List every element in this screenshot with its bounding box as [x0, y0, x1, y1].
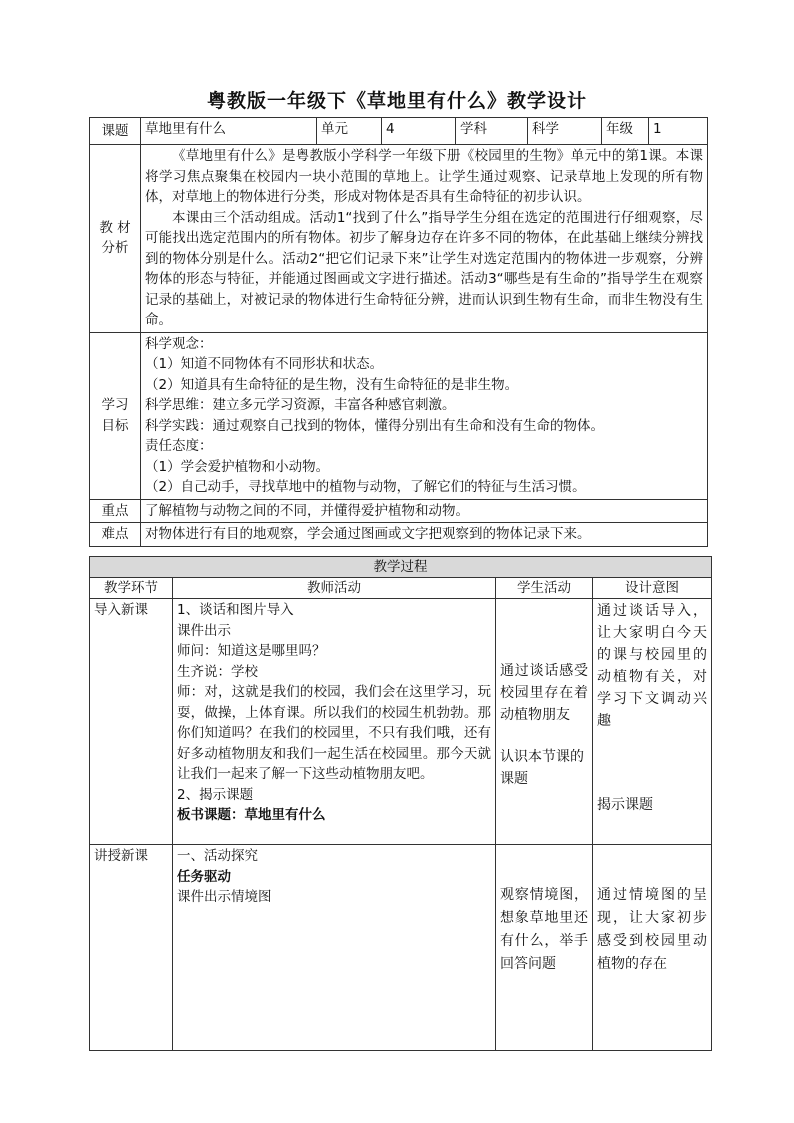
student-text: 通过谈话感受校园里存在着动植物朋友 [500, 663, 588, 723]
teacher-line: 师：对，这就是我们的校园，我们会在这里学习，玩耍，做操，上体育课。所以我们的校园生机勃勃。那你们知道吗？在我们的校园里，不只有我们哦，还有好多动植物朋友和我们一起生活在校园里。那今天就让我们一起来了解一下这些动植物朋友吧。 [177, 684, 491, 782]
intent-text: 通过谈话导入，让大家明白今天的课与校园里的动植物有关，对学习下文调动兴趣 [597, 603, 707, 729]
analysis-label: 教 材 分析 [90, 145, 141, 333]
teacher-cell [173, 599, 496, 845]
document-title: 粤教版一年级下《草地里有什么》教学设计 [206, 90, 587, 112]
difficulty-row [90, 523, 708, 547]
goal-line: 科学观念： [145, 335, 213, 352]
difficulty-text: 对物体进行有目的地观察，学会通过图画或文字把观察到的物体记录下来。 [141, 523, 708, 547]
topic-label: 课题 [90, 118, 141, 145]
teacher-line: 课件出示 [177, 622, 231, 639]
info-table [89, 117, 708, 547]
difficulty-label: 难点 [90, 523, 141, 547]
analysis-row [90, 145, 708, 333]
analysis-content [141, 145, 708, 333]
goal-line: 科学思维：建立多元学习资源，丰富各种感官刺激。 [145, 397, 456, 413]
goal-line: 责任态度： [145, 438, 213, 454]
intent-cell [593, 599, 712, 845]
grade-label: 年级 [602, 118, 649, 145]
key-point-row [90, 499, 708, 523]
subject-label: 学科 [456, 118, 528, 145]
header-stage: 教学环节 [90, 578, 173, 599]
process-title-row [90, 557, 712, 578]
grade-value: 1 [649, 118, 708, 145]
process-header-row [90, 578, 712, 599]
goals-label: 学习 目标 [90, 332, 141, 499]
goals-row [90, 332, 708, 499]
process-table [89, 556, 712, 1051]
teacher-line: 师问：知道这是哪里吗？ [177, 643, 326, 659]
intent-text: 揭示课题 [597, 797, 653, 813]
goal-line: （2）自己动手，寻找草地中的植物与动物，了解它们的特征与生活习惯。 [145, 479, 586, 495]
goals-content [141, 332, 708, 499]
teacher-cell [173, 845, 496, 1051]
goal-line: 科学实践：通过观察自己找到的物体，懂得分别出有生命和没有生命的物体。 [145, 417, 604, 434]
info-row [90, 118, 708, 145]
analysis-paragraph-1: 《草地里有什么》是粤教版小学科学一年级下册《校园里的生物》单元中的第1课。本课将学习焦点聚集在校园内一块小范围的草地上。让学生通过观察、记录草地上发现的所有物体，对草地上的物体进行分类，形成对物体是否具有生命特征的初步认识。 [145, 148, 703, 205]
unit-label: 单元 [317, 118, 382, 145]
intent-cell [593, 845, 712, 1051]
teacher-line: 1、谈话和图片导入 [177, 602, 294, 618]
topic-value: 草地里有什么 [141, 118, 317, 145]
goal-line: （2）知道具有生命特征的是生物，没有生命特征的是非生物。 [145, 376, 519, 393]
teacher-line: 板书课题：草地里有什么 [177, 807, 326, 823]
goal-line: （1）学会爱护植物和小动物。 [145, 458, 330, 475]
intent-text: 通过情境图的呈现，让大家初步感受到校园里动植物的存在 [597, 887, 707, 972]
student-text: 观察情境图，想象草地里还有什么，举手回答问题 [500, 887, 588, 972]
process-row-new [90, 845, 712, 1051]
student-text: 认识本节课的课题 [500, 749, 584, 787]
goal-line: （1）知道不同物体有不同形状和状态。 [145, 356, 384, 372]
stage-cell: 讲授新课 [90, 845, 173, 1051]
key-point-label: 重点 [90, 499, 141, 523]
process-row-intro [90, 599, 712, 845]
analysis-paragraph-2: 本课由三个活动组成。活动1“找到了什么”指导学生分组在选定的范围进行仔细观察，尽可能找出选定范围内的所有物体。初步了解身边存在许多不同的物体，在此基础上继续分辨找到的物体分别是什么。活动2“把它们记录下来”让学生对选定范围内的物体进一步观察，分辨物体的形态与特征，并能通过图画或文字进行描述。活动3“哪些是有生命的”指导学生在观察记录的基础上，对被记录的物体进行生命特征分辨，进而认识到生物有生命，而非生物没有生命。 [145, 209, 703, 328]
teacher-line: 生齐说：学校 [177, 663, 258, 680]
student-cell [496, 599, 593, 845]
header-intent: 设计意图 [593, 578, 712, 599]
subject-value: 科学 [528, 118, 602, 145]
unit-value: 4 [382, 118, 456, 145]
process-title: 教学过程 [90, 557, 712, 578]
teacher-line: 任务驱动 [177, 868, 231, 885]
key-point-text: 了解植物与动物之间的不同，并懂得爱护植物和动物。 [141, 499, 708, 523]
stage-cell: 导入新课 [90, 599, 173, 845]
student-cell [496, 845, 593, 1051]
header-teacher: 教师活动 [173, 578, 496, 599]
teacher-line: 2、揭示课题 [177, 786, 254, 803]
teacher-line: 课件出示情境图 [177, 889, 272, 905]
teacher-line: 一、活动探究 [177, 848, 258, 864]
header-student: 学生活动 [496, 578, 593, 599]
